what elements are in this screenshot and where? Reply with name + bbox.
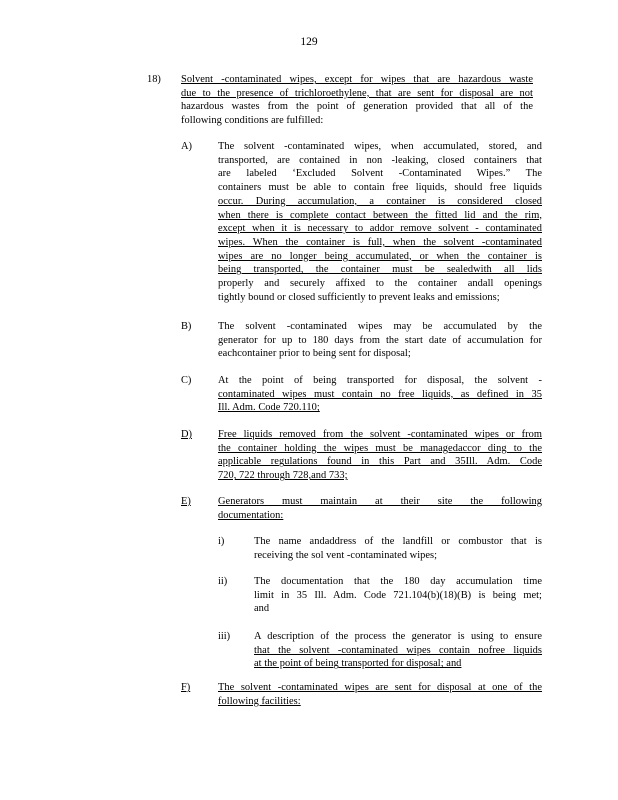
page-number: 129	[300, 36, 318, 48]
subitem-text-line: being transported, the container must be sealedwith all lids	[218, 264, 542, 276]
subitem-text-line: when there is complete contact between the fitted lid and the rim,	[218, 209, 542, 221]
subitem-text-line: applicable regulations found in this Part and 35Ill. Adm. Code	[218, 456, 542, 468]
subitem-text-line: Generators must maintain at their site the following	[218, 496, 542, 507]
subitem-text-line: Free liquids removed from the solvent -contaminated wipes or from	[218, 429, 542, 440]
subsubitem-text-line: receiving the sol vent -contaminated wipes;	[254, 549, 438, 561]
subitem-label: F)	[181, 682, 191, 693]
subitem-text-line: except when it is necessary to addor remove solvent - contaminated	[218, 223, 542, 235]
subitem-text-line: documentation:	[218, 509, 284, 521]
subsubitem-text-line: and	[254, 603, 270, 615]
subitem-text-line: The solvent -contaminated wipes, when accumulated, stored, and	[218, 141, 542, 152]
subitem-text-line: following facilities:	[218, 695, 301, 707]
subitem-text-line: wipes. When the container is full, when the solvent -contaminated	[218, 236, 542, 248]
item-intro-line: hazardous wastes from the point of generation provided that all of the	[181, 101, 533, 113]
subsubitem-text-line: limit in 35 Ill. Adm. Code 721.104(b)(18)(B) is being met;	[254, 589, 542, 601]
subsubitem-label: i)	[218, 536, 225, 547]
subitem-text-line: The solvent -contaminated wipes may be accumulated by the	[218, 321, 542, 332]
subsubitem-text-line: The name andaddress of the landfill or combustor that is	[254, 536, 542, 547]
subitem-text-line: are labeled ‘Excluded Solvent -Contaminated Wipes.” The	[218, 168, 542, 180]
subitem-label: A)	[181, 141, 192, 152]
subitem-text-line: At the point of being transported for disposal, the solvent -	[218, 375, 542, 386]
subsubitem-label: iii)	[218, 631, 231, 642]
item-intro-line: Solvent -contaminated wipes, except for wipes that are hazardous waste	[181, 74, 533, 85]
subitem-text-line: The solvent -contaminated wipes are sent for disposal at one of the	[218, 682, 542, 693]
subitem-text-line: Ill. Adm. Code 720.110;	[218, 402, 320, 414]
item-intro-line: due to the presence of trichloroethylene, that are sent for disposal are not	[181, 87, 533, 99]
subitem-label: B)	[181, 321, 192, 332]
subitem-label: C)	[181, 375, 192, 386]
subitem-text-line: tightly bound or closed sufficiently to prevent leaks and emissions;	[218, 291, 500, 303]
subsubitem-text-line: The documentation that the 180 day accumulation time	[254, 576, 542, 587]
subitem-text-line: the container holding the wipes must be managedaccor ding to the	[218, 442, 542, 454]
subitem-text-line: containers must be able to contain free liquids, should free liquids	[218, 182, 542, 194]
subitem-label: D)	[181, 429, 192, 440]
subitem-text-line: eachcontainer prior to being sent for disposal;	[218, 348, 411, 360]
subsubitem-text-line: A description of the process the generator is using to ensure	[254, 631, 542, 642]
subitem-text-line: transported, are contained in non -leaking, closed containers that	[218, 154, 542, 166]
subitem-label: E)	[181, 496, 191, 507]
item-intro-line: following conditions are fulfilled:	[181, 115, 324, 127]
subsubitem-text-line: at the point of being transported for disposal; and	[254, 658, 462, 670]
subitem-text-line: occur. During accumulation, a container is considered closed	[218, 195, 542, 207]
item-number: 18)	[147, 74, 161, 85]
subitem-text-line: contaminated wipes must contain no free liquids, as defined in 35	[218, 388, 542, 400]
subsubitem-label: ii)	[218, 576, 228, 587]
subsubitem-text-line: that the solvent -contaminated wipes contain nofree liquids	[254, 644, 542, 656]
subitem-text-line: 720, 722 through 728,and 733;	[218, 470, 348, 482]
subitem-text-line: generator for up to 180 days from the start date of accumulation for	[218, 334, 542, 346]
subitem-text-line: properly and securely affixed to the container andall openings	[218, 278, 542, 289]
subitem-text-line: wipes are no longer being accumulated, or when the container is	[218, 250, 542, 262]
